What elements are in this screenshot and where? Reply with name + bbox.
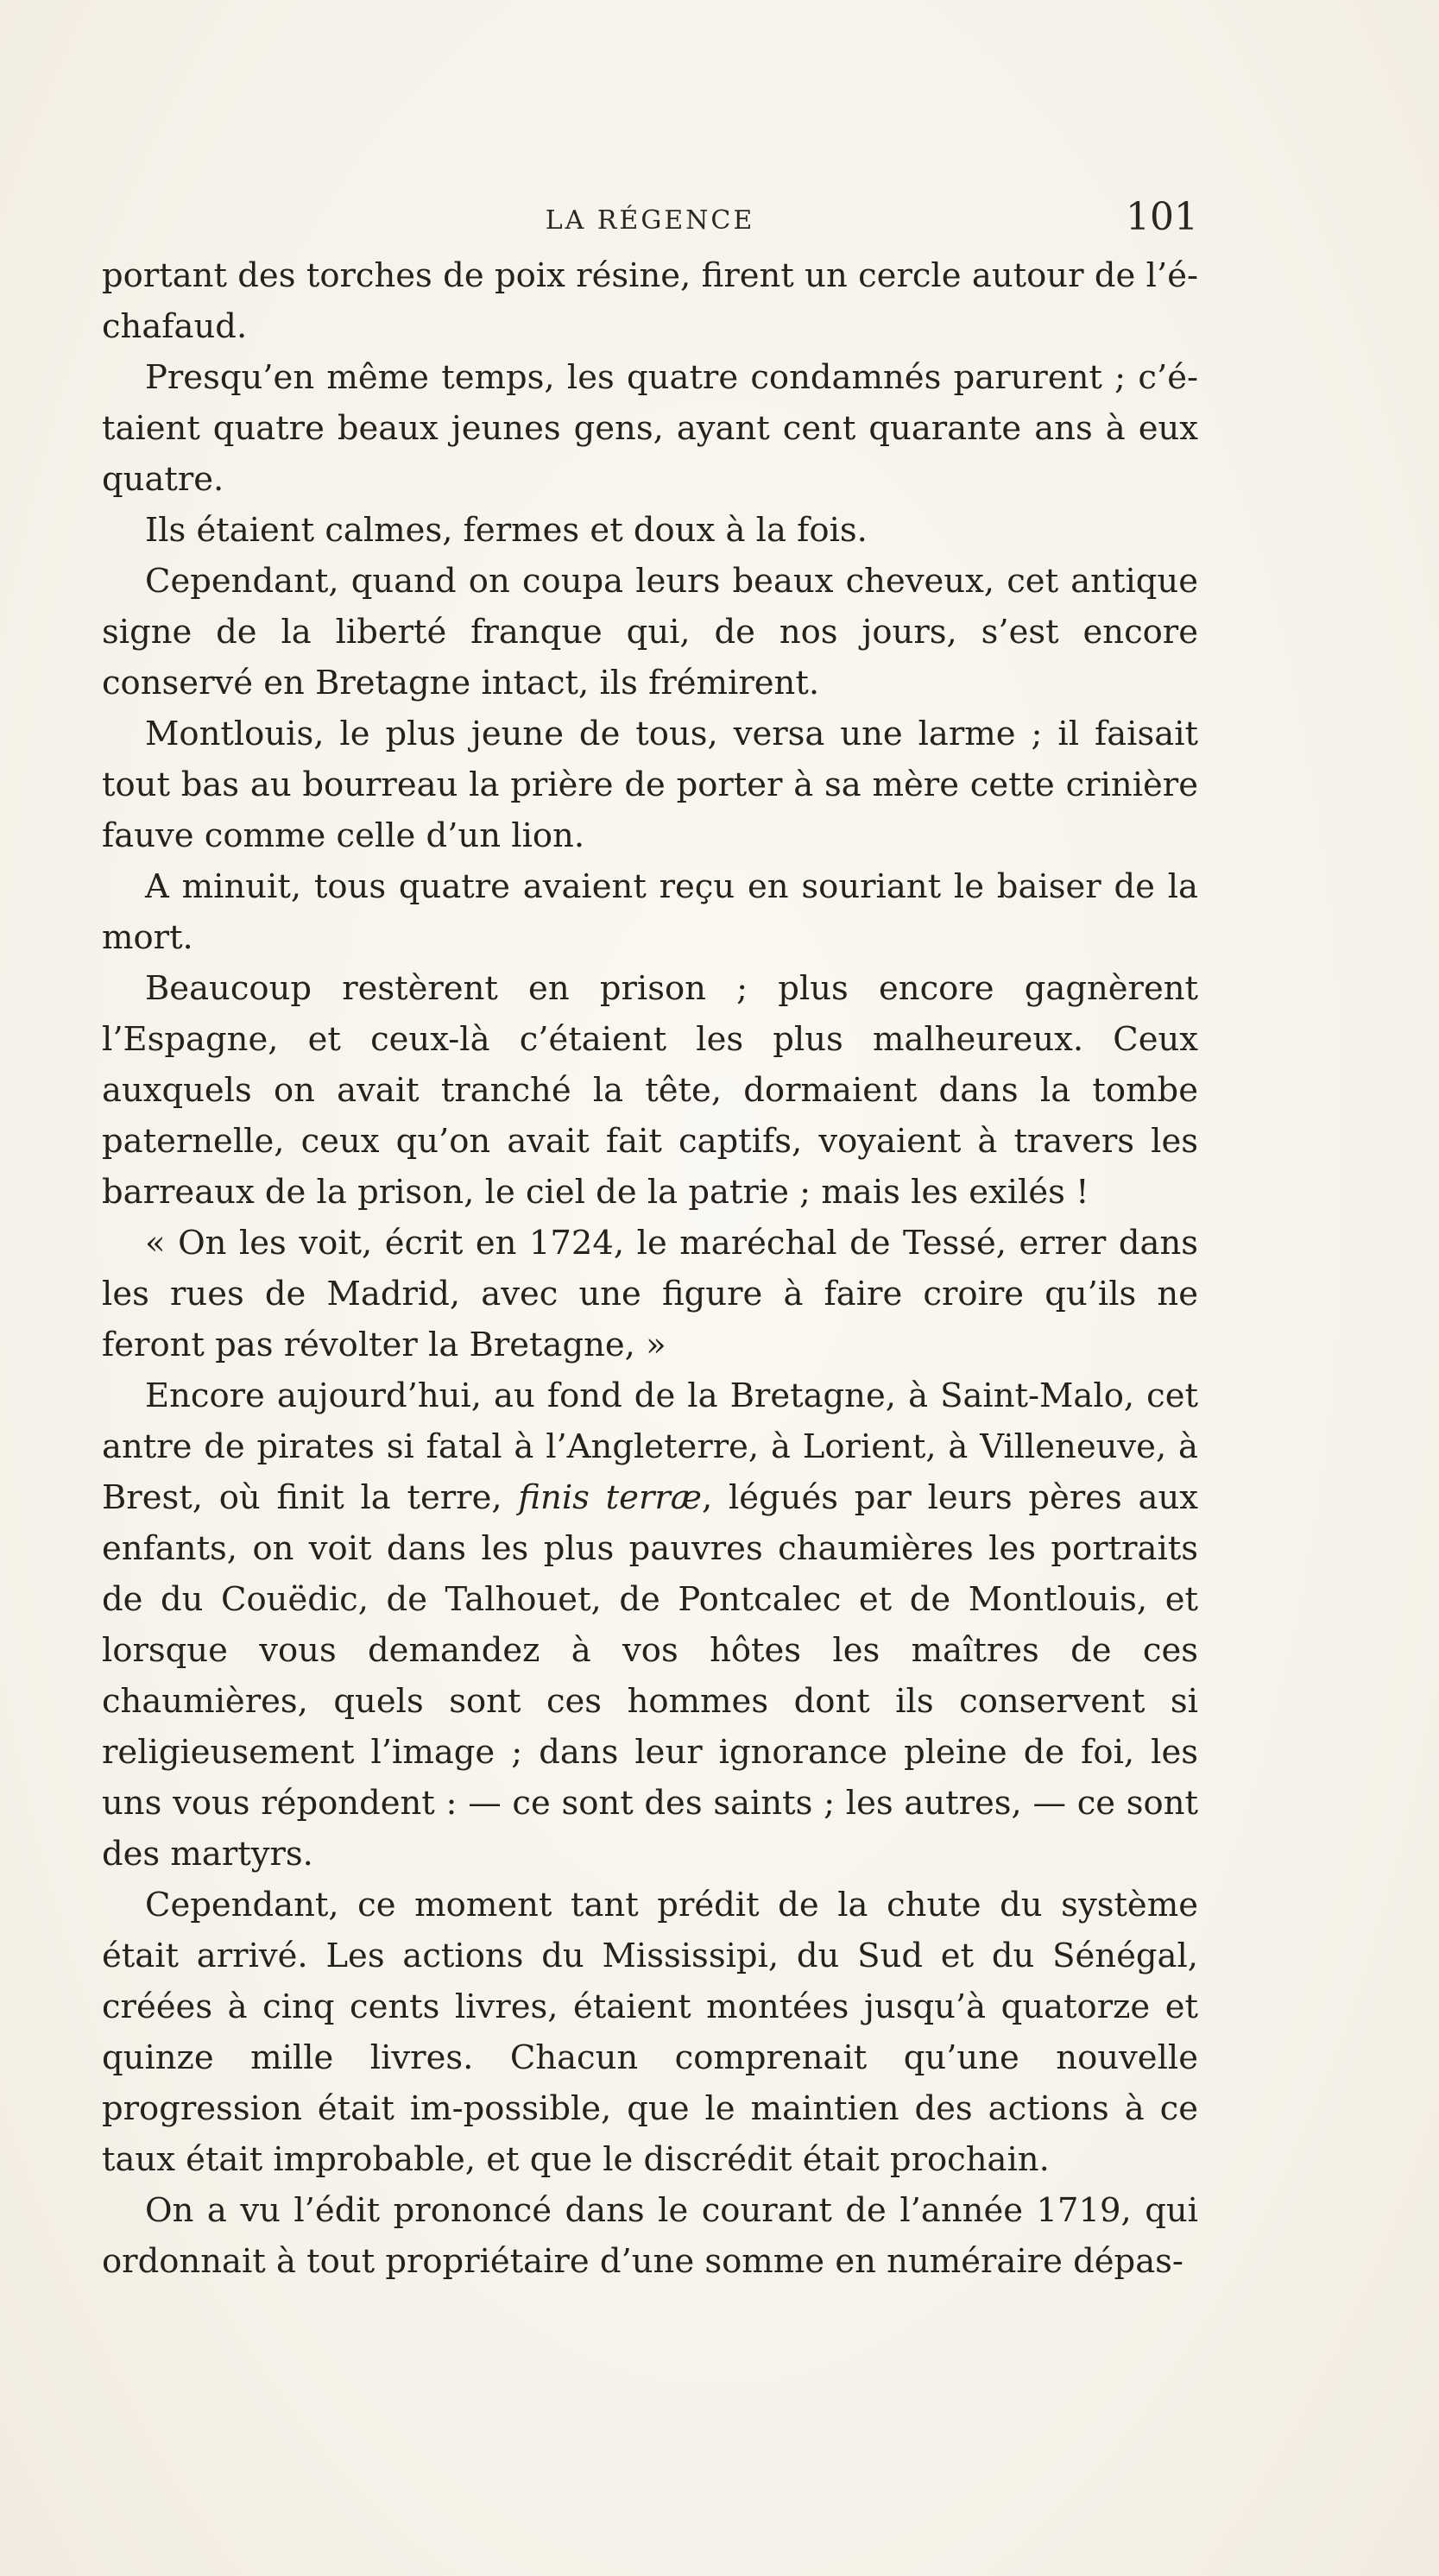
paragraph-text-after: , légués par leurs pères aux enfants, on voit dans les plus pauvres chaumières les portraits de du Couëdic, de Talhouet, de Pontcalec et de Montlouis, et lorsque vous demandez à vos hôtes les maîtres de ces chaumières, quels sont ces hommes dont ils conservent si religieusement l’image ; dans leur ignorance pleine de foi, les uns vous répondent : — ce sont des saints ; les autres, — ce sont des martyrs. bbox=[102, 1478, 1198, 1874]
paragraph: Montlouis, le plus jeune de tous, versa une larme ; il faisait tout bas au bourreau la prière de porter à sa mère cette crinière fauve comme celle d’un lion. bbox=[102, 715, 1198, 855]
running-title: LA RÉGENCE bbox=[545, 205, 755, 236]
paragraph bbox=[102, 1370, 1198, 1880]
paragraph: Cependant, ce moment tant prédit de la chute du système était arrivé. Les actions du Mississipi, du Sud et du Sénégal, créées à cinq cents livres, étaient montées jusqu’à quatorze et quinze mille livres. Chacun comprenait qu’une nouvelle progression était im-possible, que le maintien des actions à ce taux était improbable, et que le discrédit était prochain. bbox=[102, 1886, 1198, 2179]
body-text bbox=[102, 250, 1198, 2287]
paragraph: Presqu’en même temps, les quatre condamnés parurent ; c’é-taient quatre beaux jeunes gens, ayant cent quarante ans à eux quatre. bbox=[102, 358, 1198, 499]
paragraph: portant des torches de poix résine, firent un cercle autour de l’é-chafaud. bbox=[102, 256, 1198, 346]
paragraph: On a vu l’édit prononcé dans le courant de l’année 1719, qui ordonnait à tout propriétaire d’une somme en numéraire dépas- bbox=[102, 2191, 1198, 2281]
paragraph: Ils étaient calmes, fermes et doux à la fois. bbox=[145, 511, 868, 550]
paragraph: « On les voit, écrit en 1724, le maréchal de Tessé, errer dans les rues de Madrid, avec une figure à faire croire qu’ils ne feront pas révolter la Bretagne, » bbox=[102, 1224, 1198, 1364]
latin-phrase: finis terræ bbox=[518, 1478, 702, 1517]
paragraph: Beaucoup restèrent en prison ; plus encore gagnèrent l’Espagne, et ceux-là c’étaient les plus malheureux. Ceux auxquels on avait tranché la tête, dormaient dans la tombe paternelle, ceux qu’on avait fait captifs, voyaient à travers les barreaux de la prison, le ciel de la patrie ; mais les exilés ! bbox=[102, 969, 1198, 1212]
paragraph: A minuit, tous quatre avaient reçu en souriant le baiser de la mort. bbox=[102, 867, 1198, 957]
page-number: 101 bbox=[1126, 195, 1198, 239]
running-head bbox=[102, 195, 1198, 243]
paragraph: Cependant, quand on coupa leurs beaux cheveux, cet antique signe de la liberté franque qui, de nos jours, s’est encore conservé en Bretagne intact, ils frémirent. bbox=[102, 562, 1198, 702]
paragraph-text-before: Encore aujourd’hui, au fond de la Bretagne, à Saint-Malo, cet antre de pirates si fatal à l’Angleterre, à Lorient, à Villeneuve, à Brest, où finit la terre, bbox=[102, 1376, 1198, 1517]
